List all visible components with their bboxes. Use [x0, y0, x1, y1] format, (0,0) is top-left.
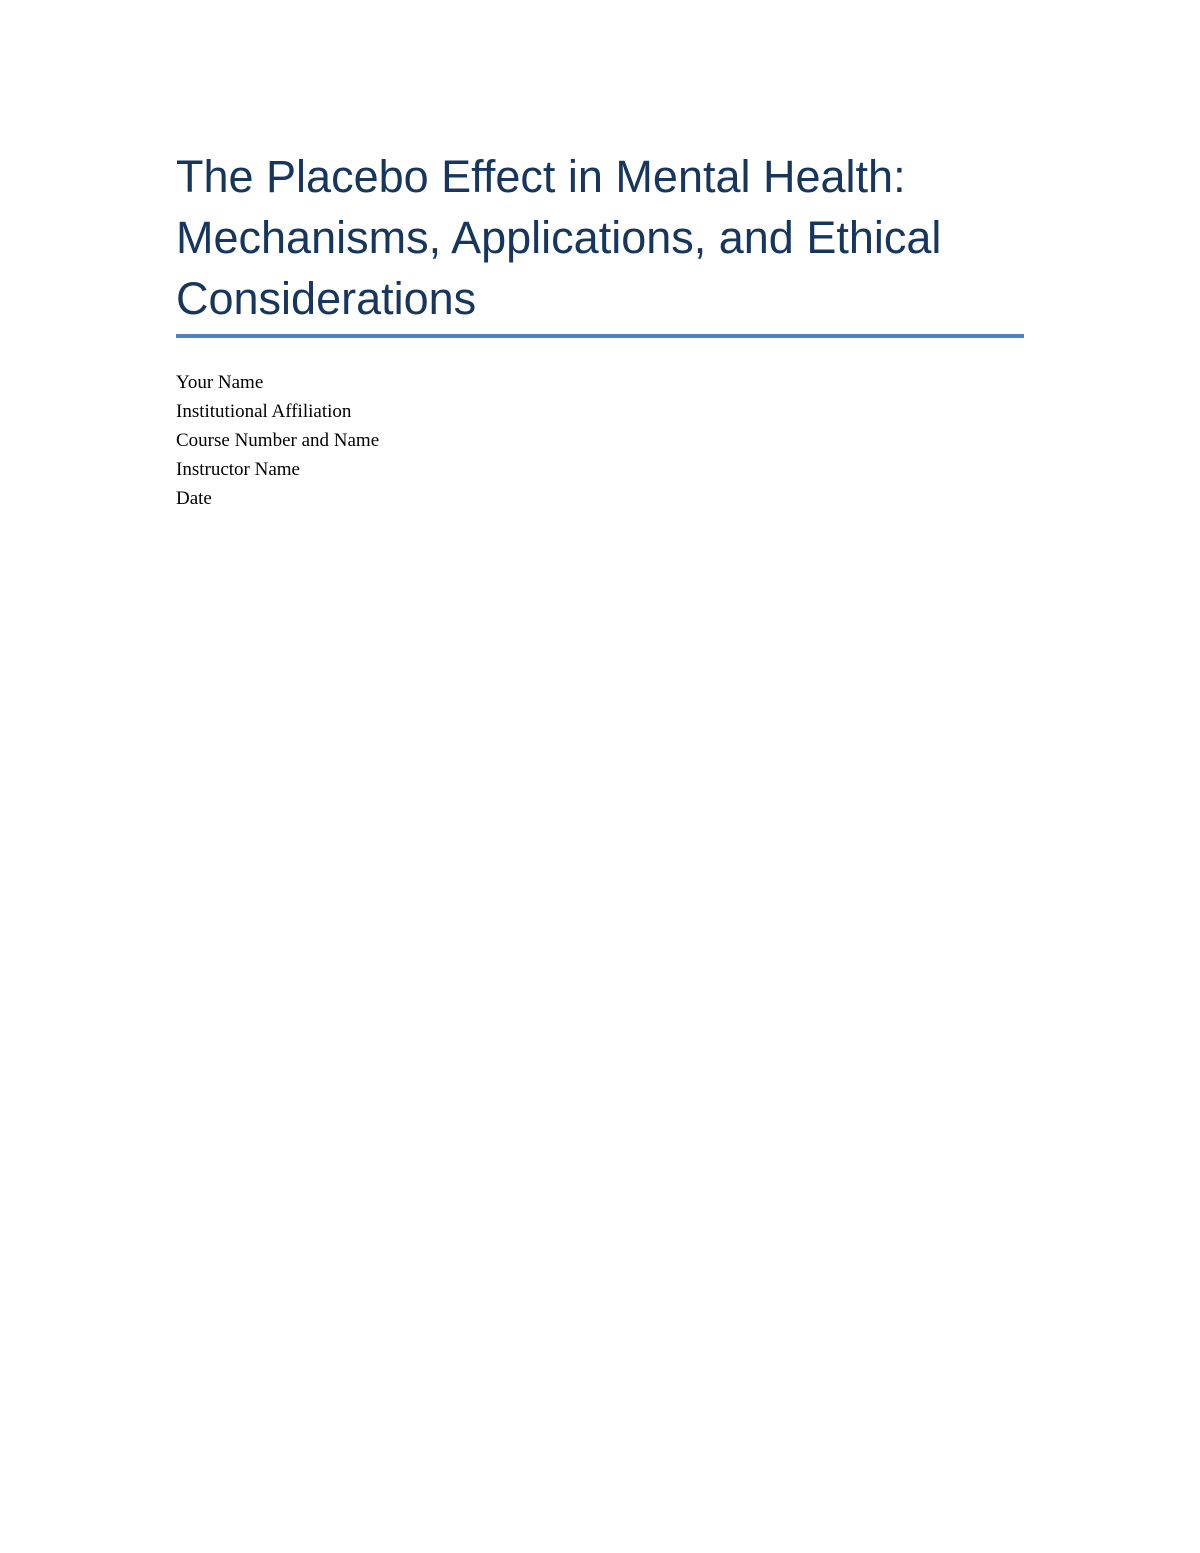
title-line: Considerations — [176, 273, 477, 324]
document-title — [176, 146, 1024, 329]
institutional-affiliation: Institutional Affiliation — [176, 401, 352, 422]
title-line: Mechanisms, Applications, and Ethical — [176, 212, 942, 263]
cover-page-details — [176, 368, 379, 513]
author-name: Your Name — [176, 372, 264, 393]
title-line: The Placebo Effect in Mental Health: — [176, 151, 906, 202]
date: Date — [176, 488, 212, 509]
instructor-name: Instructor Name — [176, 459, 300, 480]
title-underline-rule — [176, 334, 1024, 338]
course-number-and-name: Course Number and Name — [176, 430, 380, 451]
